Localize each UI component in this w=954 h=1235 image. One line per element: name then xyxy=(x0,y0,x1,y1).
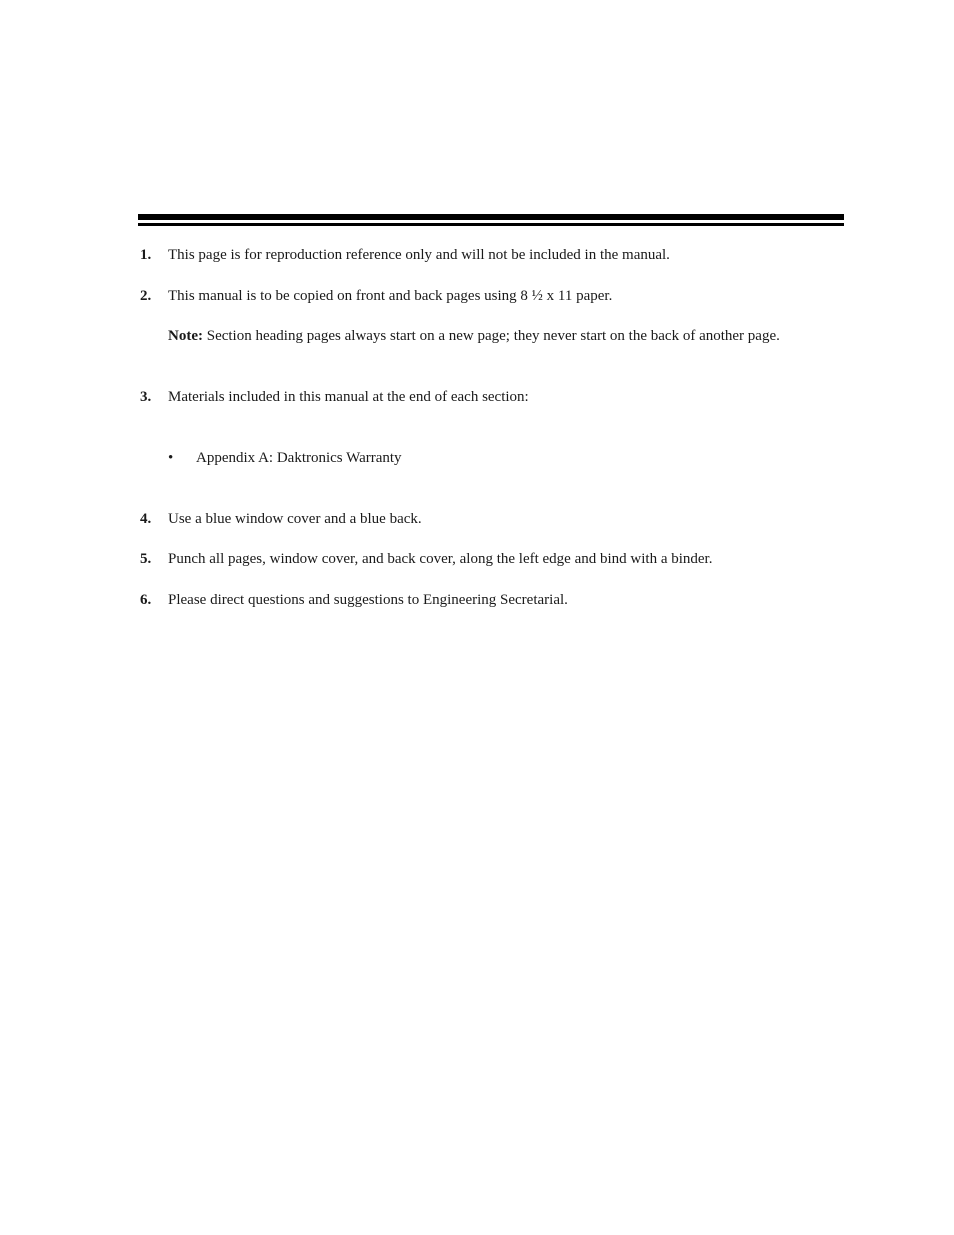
bullet-text: Appendix A: Daktronics Warranty xyxy=(196,450,402,466)
item-text: This page is for reproduction reference only and will not be included in the manual. xyxy=(168,247,670,263)
item-number: 1. xyxy=(140,247,152,263)
item-text: This manual is to be copied on front and back pages using 8 ½ x 11 paper. xyxy=(168,288,613,304)
item-text: Use a blue window cover and a blue back. xyxy=(168,511,422,527)
note-paragraph xyxy=(168,326,808,347)
item-text: Punch all pages, window cover, and back cover, along the left edge and bind with a binder. xyxy=(168,551,713,567)
item-number: 4. xyxy=(140,511,152,527)
bullet-icon: • xyxy=(168,450,174,466)
item-number: 5. xyxy=(140,551,152,567)
item-number: 2. xyxy=(140,288,152,304)
note-label: Note: xyxy=(168,328,203,344)
item-text: Materials included in this manual at the end of each section: xyxy=(168,389,529,405)
item-text: Please direct questions and suggestions to Engineering Secretarial. xyxy=(168,592,568,608)
item-number: 3. xyxy=(140,389,152,405)
header-rule-thin xyxy=(138,223,844,226)
note-text: Section heading pages always start on a new page; they never start on the back of another page. xyxy=(202,328,780,344)
item-number: 6. xyxy=(140,592,152,608)
header-rule-thick xyxy=(138,214,844,220)
